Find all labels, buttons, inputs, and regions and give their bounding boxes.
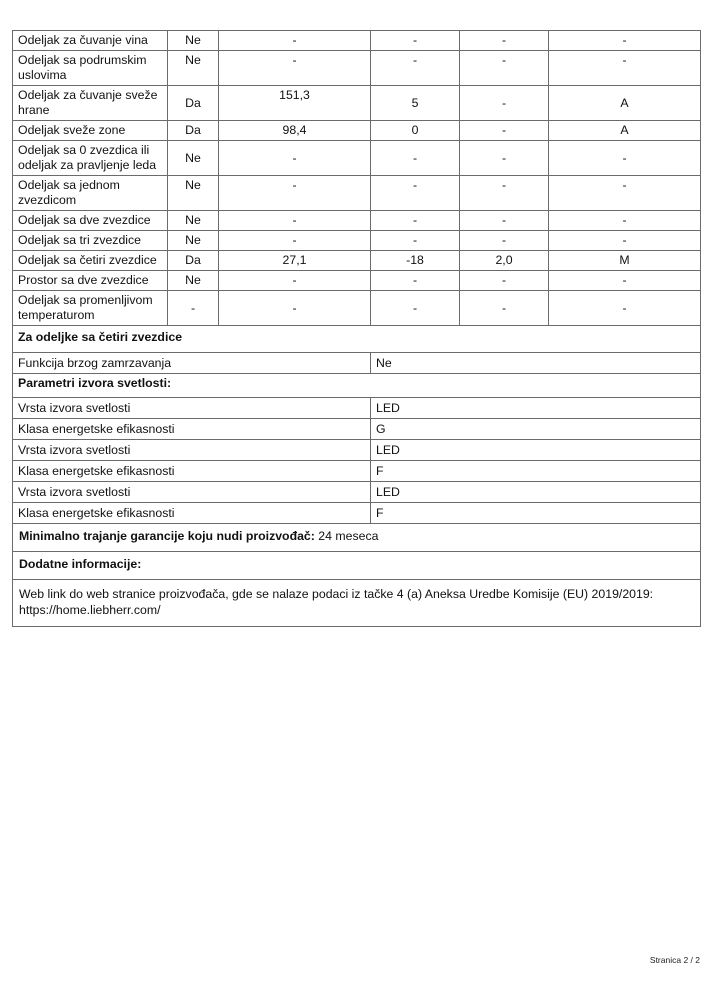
compartment-present: Da [168,121,219,141]
energy-class-value: F [371,461,701,482]
compartment-freezing-capacity: - [460,121,549,141]
warranty-row [13,524,701,552]
light-source-type-value: LED [371,440,701,461]
compartment-temperature: 0 [371,121,460,141]
energy-class-label: Klasa energetske efikasnosti [13,419,371,440]
compartment-defrost-type: A [549,121,701,141]
table-row [13,461,701,482]
compartment-present: Ne [168,271,219,291]
compartment-present: Ne [168,141,219,176]
fast-freeze-label: Funkcija brzog zamrzavanja [13,353,371,374]
compartment-defrost-type: A [549,86,701,121]
compartment-temperature: 5 [371,86,460,121]
section-heading-row [13,374,701,398]
compartment-name: Odeljak za čuvanje sveže hrane [13,86,168,121]
energy-class-label: Klasa energetske efikasnosti [13,503,371,524]
compartment-temperature: - [371,211,460,231]
compartment-volume: - [219,211,371,231]
compartment-defrost-type: M [549,251,701,271]
warranty-cell [13,524,701,552]
compartment-temperature: - [371,51,460,86]
compartment-name: Odeljak sa jednom zvezdicom [13,176,168,211]
compartment-temperature: - [371,141,460,176]
compartment-freezing-capacity: - [460,176,549,211]
light-source-type-value: LED [371,482,701,503]
compartment-present: Ne [168,211,219,231]
compartment-freezing-capacity: - [460,31,549,51]
table-row [13,271,701,291]
light-source-type-value: LED [371,398,701,419]
compartment-volume: - [219,271,371,291]
compartment-freezing-capacity: 2,0 [460,251,549,271]
table-row [13,419,701,440]
compartment-volume: - [219,176,371,211]
compartment-defrost-type: - [549,176,701,211]
energy-class-label: Klasa energetske efikasnosti [13,461,371,482]
compartment-present: Da [168,251,219,271]
table-row [13,353,701,374]
warranty-label: Minimalno trajanje garancije koju nudi proizvođač: [19,529,315,543]
compartment-freezing-capacity: - [460,291,549,326]
compartment-defrost-type: - [549,141,701,176]
compartment-defrost-type: - [549,211,701,231]
light-source-type-label: Vrsta izvora svetlosti [13,398,371,419]
energy-spec-table [12,30,701,627]
compartment-volume: 98,4 [219,121,371,141]
compartment-present: Ne [168,51,219,86]
table-row [13,231,701,251]
table-row [13,503,701,524]
compartment-freezing-capacity: - [460,51,549,86]
compartment-name: Odeljak sveže zone [13,121,168,141]
table-row [13,141,701,176]
compartment-volume: - [219,141,371,176]
compartment-present: Da [168,86,219,121]
compartment-defrost-type: - [549,51,701,86]
compartment-defrost-type: - [549,231,701,251]
table-row [13,176,701,211]
compartment-present: Ne [168,31,219,51]
compartment-temperature: - [371,231,460,251]
table-row [13,251,701,271]
four-star-heading: Za odeljke sa četiri zvezdice [13,326,701,353]
compartment-defrost-type: - [549,291,701,326]
light-source-type-label: Vrsta izvora svetlosti [13,440,371,461]
compartment-name: Odeljak sa promenljivom temperaturom [13,291,168,326]
table-row [13,86,701,121]
additional-info-text: Web link do web stranice proizvođača, gde se nalaze podaci iz tačke 4 (a) Aneksa Uredbe Komisije (EU) 2019/2019: https://home.liebherr.com/ [13,580,701,627]
compartment-temperature: - [371,291,460,326]
compartment-freezing-capacity: - [460,231,549,251]
additional-info-heading: Dodatne informacije: [13,552,701,580]
compartment-name: Odeljak sa podrumskim uslovima [13,51,168,86]
compartment-name: Odeljak sa 0 zvezdica ili odeljak za pravljenje leda [13,141,168,176]
additional-info-row [13,580,701,627]
fast-freeze-value: Ne [371,353,701,374]
light-source-heading: Parametri izvora svetlosti: [13,374,701,398]
compartment-freezing-capacity: - [460,141,549,176]
compartment-temperature: -18 [371,251,460,271]
compartment-temperature: - [371,176,460,211]
compartment-name: Odeljak za čuvanje vina [13,31,168,51]
compartment-volume: 27,1 [219,251,371,271]
compartment-name: Odeljak sa četiri zvezdice [13,251,168,271]
section-heading-row [13,326,701,353]
compartment-freezing-capacity: - [460,211,549,231]
energy-class-value: F [371,503,701,524]
compartment-volume: - [219,291,371,326]
compartment-name: Odeljak sa dve zvezdice [13,211,168,231]
compartment-temperature: - [371,31,460,51]
compartment-volume: - [219,31,371,51]
compartment-freezing-capacity: - [460,271,549,291]
compartment-defrost-type: - [549,271,701,291]
compartment-freezing-capacity: - [460,86,549,121]
table-row [13,398,701,419]
compartment-name: Prostor sa dve zvezdice [13,271,168,291]
compartment-volume: - [219,51,371,86]
compartment-present: - [168,291,219,326]
table-row [13,211,701,231]
section-heading-row [13,552,701,580]
warranty-value: 24 meseca [318,529,379,543]
compartment-temperature: - [371,271,460,291]
energy-class-value: G [371,419,701,440]
compartment-present: Ne [168,176,219,211]
page-number: Stranica 2 / 2 [649,955,700,965]
compartment-defrost-type: - [549,31,701,51]
compartment-volume: 151,3 [219,86,371,121]
table-row [13,31,701,51]
table-row [13,440,701,461]
table-row [13,482,701,503]
compartment-present: Ne [168,231,219,251]
light-source-type-label: Vrsta izvora svetlosti [13,482,371,503]
table-row [13,291,701,326]
table-row [13,121,701,141]
table-row [13,51,701,86]
compartment-name: Odeljak sa tri zvezdice [13,231,168,251]
compartment-volume: - [219,231,371,251]
